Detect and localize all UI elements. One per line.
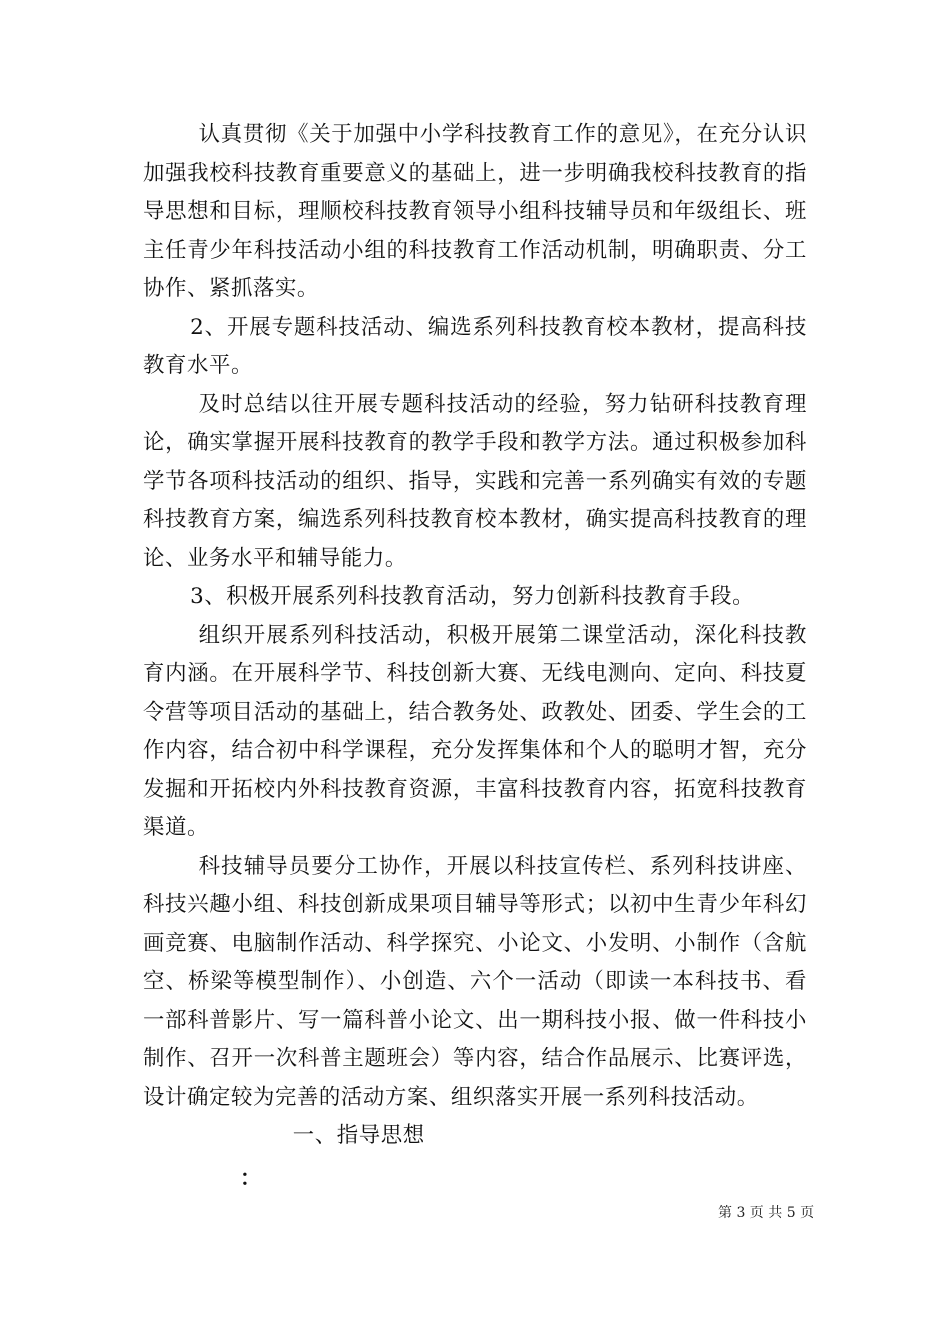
- subheading-2: 2、开展专题科技活动、编选系列科技教育校本教材，提高科技教育水平。: [143, 314, 807, 378]
- colon-mark: ：: [240, 1165, 261, 1190]
- section-heading-guiding-ideology: 一、指导思想: [292, 1123, 425, 1148]
- paragraph-counselors: 科技辅导员要分工协作，开展以科技宣传栏、系列科技讲座、科技兴趣小组、科技创新成果项目辅导等形式；以初中生青少年科幻画竞赛、电脑制作活动、科学探究、小论文、小发明、小制作（含航空、桥梁等模型制作）、小创造、六个一活动（即读一本科技书、看一部科普影片、写一篇科普小论文、出一期科技小报、做一件科技小制作、召开一次科普主题班会）等内容，结合作品展示、比赛评选，设计确定较为完善的活动方案、组织落实开展一系列科技活动。: [143, 853, 807, 1110]
- body-text: [143, 116, 807, 1156]
- paragraph-summary: 及时总结以往开展专题科技活动的经验，努力钻研科技教育理论，确实掌握开展科技教育的教学手段和教学方法。通过积极参加科学节各项科技活动的组织、指导，实践和完善一系列确实有效的专题科技教育方案，编选系列科技教育校本教材，确实提高科技教育的理论、业务水平和辅导能力。: [143, 391, 807, 571]
- page-number-footer: 第 3 页 共 5 页: [718, 1205, 815, 1221]
- subheading-3: 3、积极开展系列科技教育活动，努力创新科技教育手段。: [190, 584, 755, 609]
- paragraph-activities: 组织开展系列科技活动，积极开展第二课堂活动，深化科技教育内涵。在开展科学节、科技创新大赛、无线电测向、定向、科技夏令营等项目活动的基础上，结合教务处、政教处、团委、学生会的工作内容，结合初中科学课程，充分发挥集体和个人的聪明才智，充分发掘和开拓校内外科技教育资源，丰富科技教育内容，拓宽科技教育渠道。: [143, 622, 807, 840]
- paragraph-implementation: 认真贯彻《关于加强中小学科技教育工作的意见》，在充分认识加强我校科技教育重要意义的基础上，进一步明确我校科技教育的指导思想和目标，理顺校科技教育领导小组科技辅导员和年级组长、班主任青少年科技活动小组的科技教育工作活动机制，明确职责、分工协作、紧抓落实。: [143, 122, 807, 301]
